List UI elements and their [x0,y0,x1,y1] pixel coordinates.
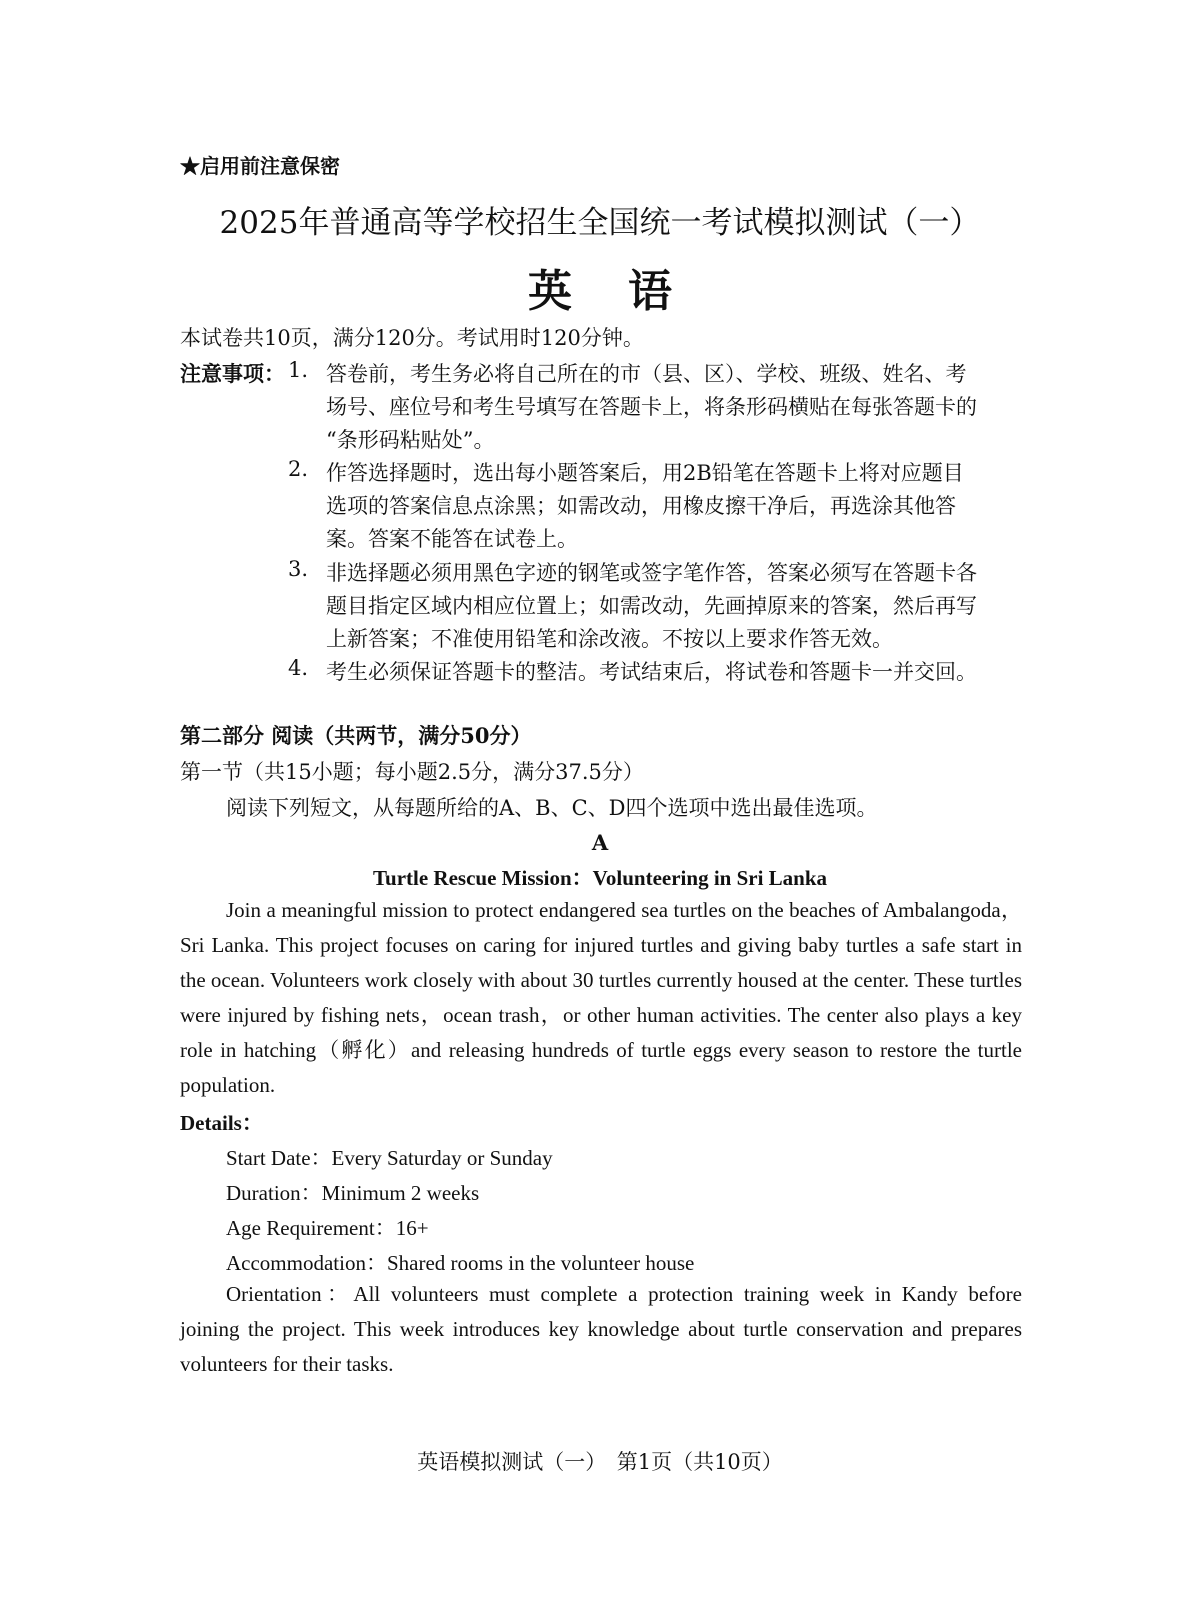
notice-item-4 [288,656,322,680]
confidential-label: ★启用前注意保密 [180,154,340,178]
notice-number: 3. [288,557,309,581]
notice-line: 上新答案；不准使用铅笔和涂改液。不按以上要求作答无效。 [326,627,893,651]
detail-start-date: Start Date：Every Saturday or Sunday [226,1146,553,1170]
notice-line: 题目指定区域内相应位置上；如需改动，先画掉原来的答案，然后再写 [326,594,977,618]
detail-accommodation: Accommodation：Shared rooms in the volunteer house [226,1251,695,1275]
notice-item-2 [288,457,322,481]
passage-paragraph [180,893,1022,1103]
notice-line: 案。答案不能答在试卷上。 [326,527,578,551]
section-title: 第二部分 阅读（共两节，满分50分） [180,723,532,748]
notice-line: 场号、座位号和考生号填写在答题卡上，将条形码横贴在每张答题卡的 [326,395,977,419]
exam-title: 2025年普通高等学校招生全国统一考试模拟测试（一） [219,205,981,241]
orientation-text: Orientation：All volunteers must complete a protection training week in Kandy before joining the project. This week introduces key knowledge about turtle conservation and prepares volunteers for their tasks. [180,1282,1022,1376]
detail-age: Age Requirement：16+ [226,1216,429,1240]
passage-letter: A [591,830,609,855]
notice-number: 2. [288,457,309,481]
notice-line: 答卷前，考生务必将自己所在的市（县、区）、学校、班级、姓名、考 [326,362,967,386]
notice-line: 非选择题必须用黑色字迹的钢笔或签字笔作答，答案必须写在答题卡各 [326,561,977,585]
page-footer: 英语模拟测试（一） 第1页（共10页） [417,1450,783,1474]
notice-item-3 [288,557,322,581]
notice-number: 1. [288,358,309,382]
detail-duration: Duration：Minimum 2 weeks [226,1181,480,1205]
reading-instruction: 阅读下列短文，从每题所给的A、B、C、D四个选项中选出最佳选项。 [226,796,878,820]
exam-intro: 本试卷共10页，满分120分。考试用时120分钟。 [180,326,644,350]
notice-item-1 [288,358,322,382]
paragraph-text: Join a meaningful mission to protect endangered sea turtles on the beaches of Ambalangoda，Sri Lanka. This project focuses on caring for injured turtles and giving baby turtles a safe start in the ocean. Volunteers work closely with about 30 turtles currently housed at the center. These turtles were injured by fishing nets，ocean trash，or other human activities. The center also plays a key role in hatching（孵化）and releasing hundreds of turtle eggs every season to restore the turtle population. [180,898,1022,1097]
subsection-title: 第一节（共15小题；每小题2.5分，满分37.5分） [180,760,644,784]
notice-label: 注意事项： [180,361,285,386]
notice-line: 选项的答案信息点涂黑；如需改动，用橡皮擦干净后，再选涂其他答 [326,494,956,518]
notice-line: 作答选择题时，选出每小题答案后，用2B铅笔在答题卡上将对应题目 [326,461,964,485]
notice-line: “条形码粘贴处”。 [326,428,495,452]
passage-title: Turtle Rescue Mission：Volunteering in Sri Lanka [372,866,828,890]
orientation-paragraph [180,1277,1022,1382]
notice-number: 4. [288,656,309,680]
subject-title: 英语 [528,266,728,317]
details-heading: Details： [180,1111,263,1135]
notice-line: 考生必须保证答题卡的整洁。考试结束后，将试卷和答题卡一并交回。 [326,660,977,684]
